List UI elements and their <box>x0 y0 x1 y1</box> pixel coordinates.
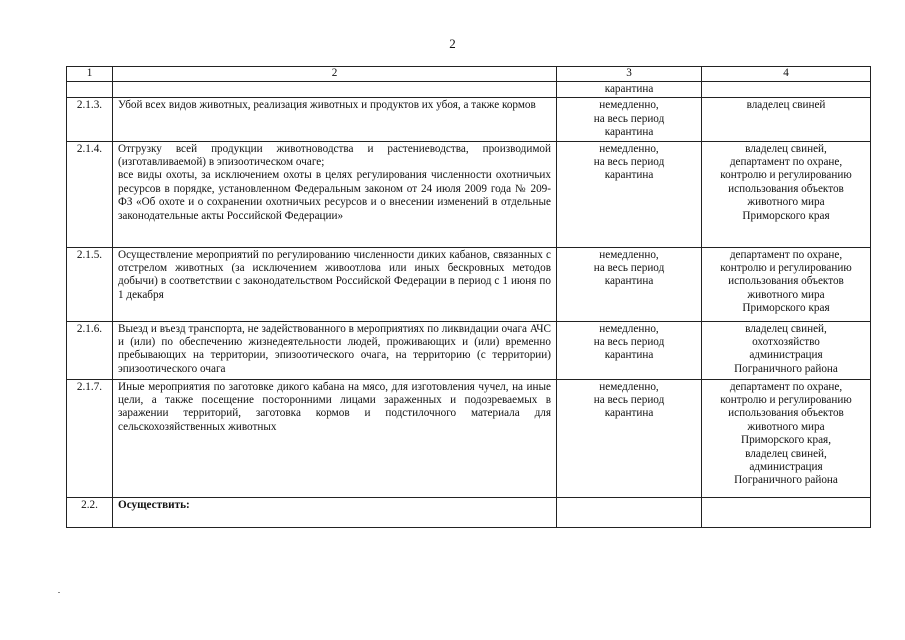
header-col-3: 3 <box>557 67 702 82</box>
cell-line: на весь период <box>593 156 665 169</box>
row-term <box>557 379 702 497</box>
cell-line: администрация <box>749 461 823 474</box>
cell-line: администрация <box>749 349 823 362</box>
cell-line: департамент по охране, <box>729 156 843 169</box>
row-responsible <box>702 82 871 98</box>
table-row <box>67 141 871 247</box>
cell-line: немедленно, <box>599 142 659 155</box>
cell-line: Пограничного района <box>734 362 838 375</box>
cell-line: Пограничного района <box>734 474 838 487</box>
cell-line: немедленно, <box>599 322 659 335</box>
cell-line: владелец свиней <box>746 99 826 112</box>
header-col-2: 2 <box>113 67 557 82</box>
row-description <box>113 141 557 247</box>
cell-line: на весь период <box>593 262 665 275</box>
row-responsible <box>702 98 871 141</box>
scan-speck <box>58 592 60 593</box>
row-term <box>557 141 702 247</box>
row-term <box>557 98 702 141</box>
cell-line: карантина <box>604 275 654 288</box>
row-number: 2.1.7. <box>67 379 113 497</box>
table-row <box>67 497 871 527</box>
cell-line: владелец свиней, <box>745 142 827 155</box>
table-row <box>67 98 871 141</box>
row-responsible <box>702 141 871 247</box>
cell-line: карантина <box>604 126 654 139</box>
row-description: Выезд и въезд транспорта, не задействованного в мероприятиях по ликвидации очага АЧС и (или) по обеспечению жизнедеятельности людей, проживающих и (или) временно пребывающих на территории, эпизоотического очага, на территорию (с территории) эпизоотического очага <box>113 321 557 379</box>
row-description: Убой всех видов животных, реализация животных и продуктов их убоя, а также кормов <box>113 98 557 141</box>
row-description: Иные мероприятия по заготовке дикого кабана на мясо, для изготовления чучел, на иные цели, а также посещение посторонними лицами зараженных и подозреваемых в заражении территорий, заготовка кормов и подстилочного материала для сельскохозяйственных животных <box>113 379 557 497</box>
row-description <box>113 497 557 527</box>
cell-line: владелец свиней, <box>745 322 827 335</box>
cell-line: немедленно, <box>599 380 659 393</box>
description-paragraph: все виды охоты, за исключением охоты в целях регулирования численности охотничьих ресурсов в порядке, установленном Федеральным законом от 24 июля 2009 года № 209-ФЗ «Об охоте и о сохранении охотничьих ресурсов и о внесении изменений в отдельные законодательные акты Российской Федерации» <box>118 169 551 222</box>
row-responsible <box>702 247 871 321</box>
row-term: карантина <box>557 82 702 98</box>
measures-table <box>66 66 871 528</box>
cell-line: контролю и регулированию <box>720 394 852 407</box>
description-paragraph: Отгрузку всей продукции животноводства и растениеводства, производимой (изготавливаемой) в эпизоотическом очаге; <box>118 142 551 169</box>
cell-line: карантина <box>604 407 654 420</box>
cell-line: карантина <box>604 349 654 362</box>
cell-line: использования объектов <box>728 407 844 420</box>
cell-line: охотхозяйство <box>752 336 820 349</box>
cell-line: животного мира <box>747 196 825 209</box>
cell-line: контролю и регулированию <box>720 169 852 182</box>
continuation-row <box>67 82 871 98</box>
table-header-row <box>67 67 871 82</box>
cell-line: департамент по охране, <box>729 248 843 261</box>
cell-line: немедленно, <box>599 99 659 112</box>
cell-line: Приморского края, <box>741 434 831 447</box>
cell-line: карантина <box>604 169 654 182</box>
table-row <box>67 247 871 321</box>
cell-line: на весь период <box>593 336 665 349</box>
header-col-1: 1 <box>67 67 113 82</box>
row-number: 2.1.6. <box>67 321 113 379</box>
cell-line: на весь период <box>593 112 665 125</box>
row-responsible <box>702 321 871 379</box>
row-responsible <box>702 379 871 497</box>
cell-line: Приморского края <box>742 302 830 315</box>
table-row <box>67 321 871 379</box>
row-term <box>557 247 702 321</box>
row-number: 2.1.3. <box>67 98 113 141</box>
cell-line: использования объектов <box>728 275 844 288</box>
cell-line: Приморского края <box>742 209 830 222</box>
cell-line: контролю и регулированию <box>720 262 852 275</box>
row-responsible <box>702 497 871 527</box>
cell-line: немедленно, <box>599 248 659 261</box>
page-number: 2 <box>449 36 456 51</box>
row-description: Осуществление мероприятий по регулированию численности диких кабанов, связанных с отстрелом животных (за исключением живоотлова или иных бескровных методов добычи) в соответствии с законодательством Российской Федерации в период с 1 июня по 1 декабря <box>113 247 557 321</box>
row-number: 2.1.5. <box>67 247 113 321</box>
row-number <box>67 82 113 98</box>
header-col-4: 4 <box>702 67 871 82</box>
row-term <box>557 497 702 527</box>
cell-line: животного мира <box>747 420 825 433</box>
cell-line: департамент по охране, <box>729 380 843 393</box>
cell-line: владелец свиней, <box>745 447 827 460</box>
row-number: 2.1.4. <box>67 141 113 247</box>
cell-line: животного мира <box>747 288 825 301</box>
table-row <box>67 379 871 497</box>
row-term <box>557 321 702 379</box>
cell-line: использования объектов <box>728 182 844 195</box>
row-number: 2.2. <box>67 497 113 527</box>
cell-line: на весь период <box>593 394 665 407</box>
section-heading: Осуществить: <box>118 498 190 511</box>
row-description <box>113 82 557 98</box>
